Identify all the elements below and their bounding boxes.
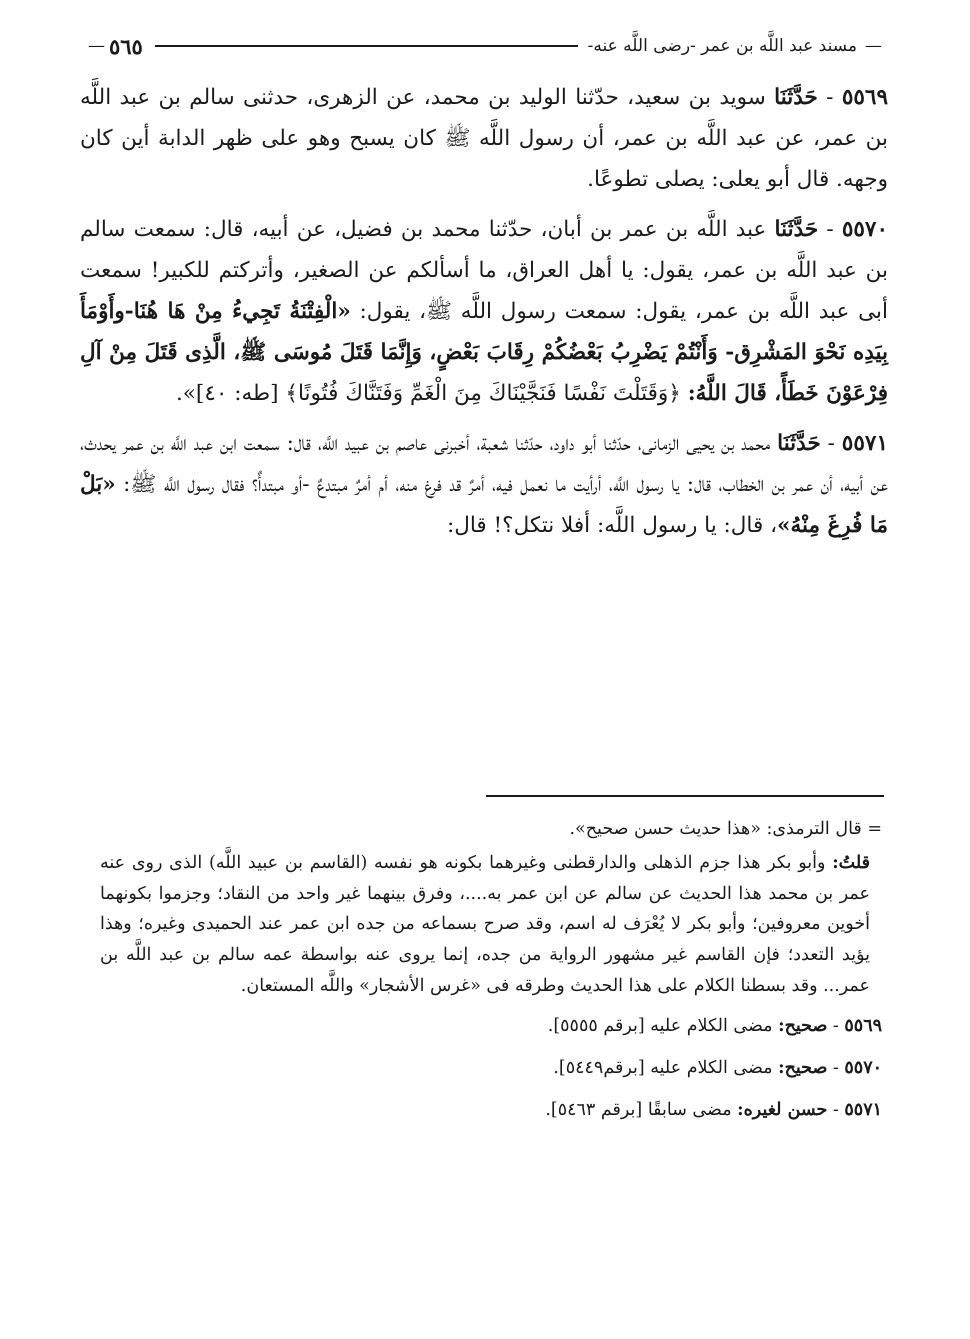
running-title: مسند عبد اللَّه بن عمر -رضى اللَّه عنه- [587,36,857,56]
quran-verse: ﴿وَقَتَلْتَ نَفْسًا فَنَجَّيْنَاكَ مِنَ الْغَمِّ وَفَتَنَّاكَ فُتُونًا﴾ [285,380,681,406]
grading-5569: ٥٥٦٩ - صحيح: مضى الكلام عليه [برقم ٥٥٥٥]. [547,1015,882,1036]
qultu-label: قلتُ: [832,853,870,873]
hadith-number: ٥٥٧١ [841,431,888,457]
hadith-text: محمد بن يحيى الزمانى، حدّثنا أبو داود، حدّثنا شعبة، أخبرنى عاصم بن عبيد اللَّه، قال: سمعت ابن عبد اللَّه بن عمر يحدث، عن أبيه، أن عمر بن الخطاب، قال: يا رسول اللَّه، أرأيت ما نعمل فيه، أمرٌ قد فرغ منه، أم أمرٌ مبتدعٌ -أو مبتدأٌ؟ فقال رسول اللَّه ﷺ: [80,431,888,498]
hadith-text-after: ، قال: يا رسول اللَّه: أفلا نتكل؟! قال: [447,512,778,538]
grading-label: حسن لغيره: [737,1099,828,1120]
grading-5571: ٥٥٧١ - حسن لغيره: مضى سابقًا [برقم ٥٤٦٣]. [545,1099,882,1120]
header-dash: — [865,36,882,56]
grading-number: ٥٥٦٩ [844,1015,882,1036]
hadith-number: ٥٥٦٩ [841,85,889,110]
page-header [88,28,882,64]
haddathana-word: حَدَّثَنَا [777,431,821,457]
hadith-5570: ٥٥٧٠ - حَدَّثَنَا عبد اللَّه بن عمر بن أبان، حدّثنا محمد بن فضيل، عن أبيه، قال: سمعت سالم بن عبد اللَّه بن عمر، يقول: يا أهل العراق، ما أسألكم عن الصغير، وأتركتم للكبير! سمعت أبى عبد اللَّه بن عمر، يقول: سمعت رسول اللَّه ﷺ، يقول: «الْفِتْنَةُ تَجِيءُ مِنْ هَا هُنَا-وأَوْمَأَ بِيَدِه نَحْوَ المَشْرِق- وَأَنْتُمْ يَضْرِبُ بَعْضُكُمْ رِقَابَ بَعْضٍ، وَإِنَّمَا قَتَلَ مُوسَى ﷺ، الَّذِى قَتَلَ مِنْ آلِ فِرْعَوْنَ خَطَأً، قَالَ اللَّهُ: ﴿وَقَتَلْتَ نَفْسًا فَنَجَّيْنَاكَ مِنَ الْغَمِّ وَفَتَنَّاكَ فُتُونًا﴾ [طه: ٤٠]». [80,217,889,406]
verse-reference: [طه: ٤٠]». [175,380,279,406]
prophetic-quote: «بَلْ مَا فُرِغَ مِنْهُ» [80,472,888,538]
prophetic-quote: «الْفِتْنَةُ تَجِيءُ مِنْ هَا هُنَا-وأَوْمَأَ بِيَدِه نَحْوَ المَشْرِق- وَأَنْتُمْ يَضْرِبُ بَعْضُكُمْ رِقَابَ بَعْضٍ، وَإِنَّمَا قَتَلَ مُوسَى ﷺ، الَّذِى قَتَلَ مِنْ آلِ فِرْعَوْنَ خَطَأً، قَالَ اللَّهُ: [80,298,888,406]
grading-text: مضى الكلام عليه [برقم ٥٥٥٥]. [547,1015,773,1036]
haddathana-word: حَدَّثَنَا [774,217,819,243]
grading-number: ٥٥٧١ [844,1099,882,1120]
page-number: ٥٦٥ [109,33,143,59]
footnotes [100,812,882,1128]
hadith-number: ٥٥٧٠ [841,217,889,243]
grading-text: مضى الكلام عليه [برقم٥٤٤٩]. [553,1057,773,1078]
main-text [80,78,888,557]
header-rule [155,45,578,47]
footnote-qultu [100,848,882,1002]
hadith-text: سويد بن سعيد، حدّثنا الوليد بن محمد، عن الزهرى، حدثنى سالم بن عبد اللَّه بن عمر، عن عبد اللَّه بن عمر، أن رسول اللَّه ﷺ كان يسبح وهو على ظهر الدابة أين كان وجهه. قال أبو يعلى: يصلى تطوعًا. [80,85,888,192]
footnote-separator [486,795,884,797]
hadith-5571: ٥٥٧١ - حَدَّثَنَا محمد بن يحيى الزمانى، حدّثنا أبو داود، حدّثنا شعبة، أخبرنى عاصم بن عبيد اللَّه، قال: سمعت ابن عبد اللَّه بن عمر يحدث، عن أبيه، أن عمر بن الخطاب، قال: يا رسول اللَّه، أرأيت ما نعمل فيه، أمرٌ قد فرغ منه، أم أمرٌ مبتدعٌ -أو مبتدأٌ؟ فقال رسول اللَّه ﷺ: «بَلْ مَا فُرِغَ مِنْهُ»، قال: يا رسول اللَّه: أفلا نتكل؟! قال: [80,431,888,538]
grading-label: صحيح: [778,1015,828,1036]
grading-5570: ٥٥٧٠ - صحيح: مضى الكلام عليه [برقم٥٤٤٩]. [553,1057,882,1078]
header-dash-left: — [88,36,105,56]
hadith-text: عبد اللَّه بن عمر بن أبان، حدّثنا محمد بن فضيل، عن أبيه، قال: سمعت سالم بن عبد اللَّه بن عمر، يقول: يا أهل العراق، ما أسألكم عن الصغير، وأتركتم للكبير! سمعت أبى عبد اللَّه بن عمر، يقول: سمعت رسول اللَّه ﷺ، يقول: [80,217,888,324]
qultu-text: وأبو بكر هذا جزم الذهلى والدارقطنى وغيرهما بكونه هو نفسه (القاسم بن عبيد اللَّه) الذى روى عنه عمر بن محمد هذا الحديث عن سالم عن ابن عمر به....، وفرق بينهما غير واحد من النقاد؛ وجزموا بكونهما أخوين معروفين؛ وأبو بكر لا يُعْرَف له اسم، وقد صرح بسماعه من جده ابن عمر عند الحميدى وغيره؛ وهذا يؤيد التعدد؛ فإن القاسم غير مشهور الرواية من جده، إنما يروى عنه بواسطة عمه سالم بن عبد اللَّه بن عمر... وقد بسطنا الكلام على هذا الحديث وطرقه فى «غرس الأشجار» واللَّه المستعان. [100,853,870,996]
haddathana-word: حَدَّثَنَا [774,85,818,110]
grading-label: صحيح: [778,1057,828,1078]
grading-number: ٥٥٧٠ [844,1057,882,1078]
footnote-continuation: = قال الترمذى: «هذا حديث حسن صحيح». [569,819,882,839]
grading-text: مضى سابقًا [برقم ٥٤٦٣]. [545,1099,732,1120]
hadith-5569: ٥٥٦٩ - حَدَّثَنَا سويد بن سعيد، حدّثنا الوليد بن محمد، عن الزهرى، حدثنى سالم بن عبد اللَّه بن عمر، عن عبد اللَّه بن عمر، أن رسول اللَّه ﷺ كان يسبح وهو على ظهر الدابة أين كان وجهه. قال أبو يعلى: يصلى تطوعًا. [80,85,889,192]
